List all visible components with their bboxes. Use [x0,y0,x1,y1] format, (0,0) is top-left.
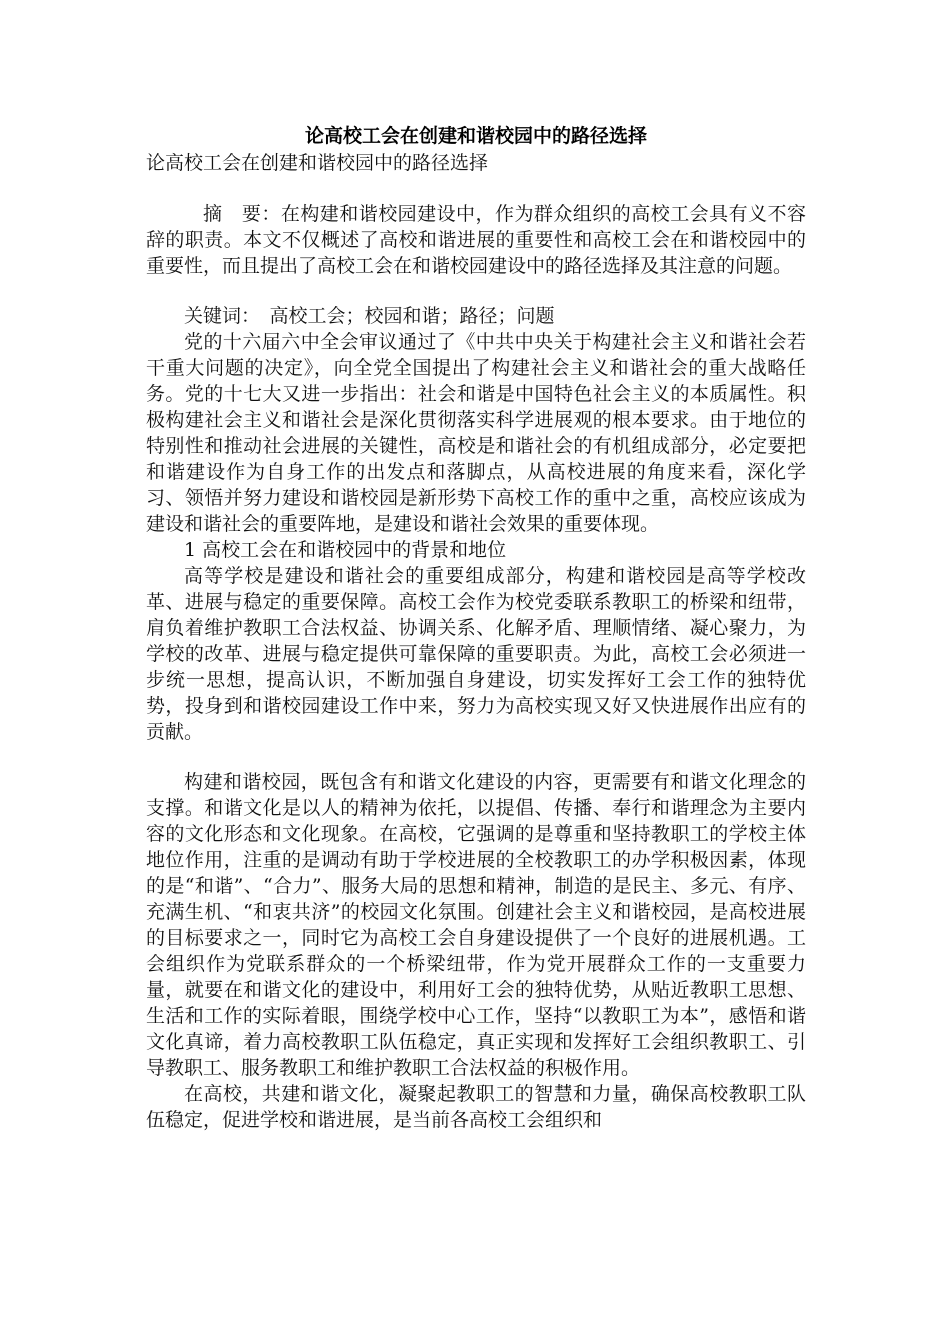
abstract-paragraph: 摘 要：在构建和谐校园建设中，作为群众组织的高校工会具有义不容辞的职责。本文不仅概述了高校和谐进展的重要性和高校工会在和谐校园中的重要性，而且提出了高校工会在和谐校园建设中的路径选择及其注意的问题。 [146,203,806,277]
section-1-paragraph-3: 在高校，共建和谐文化，凝聚起教职工的智慧和力量，确保高校教职工队伍稳定，促进学校和谐进展，是当前各高校工会组织和 [146,1083,806,1131]
document-subtitle: 论高校工会在创建和谐校园中的路径选择 [146,152,489,174]
document-body [146,122,806,1133]
section-1-paragraph-1: 高等学校是建设和谐社会的重要组成部分，构建和谐校园是高等学校改革、进展与稳定的重要保障。高校工会作为校党委联系教职工的桥梁和纽带，肩负着维护教职工合法权益、协调关系、化解矛盾、理顺情绪、凝心聚力，为学校的改革、进展与稳定提供可靠保障的重要职责。为此，高校工会必须进一步统一思想，提高认识，不断加强自身建设，切实发挥好工会工作的独特优势，投身到和谐校园建设工作中来，努力为高校实现又好又快进展作出应有的贡献。 [146,565,806,743]
intro-paragraph: 党的十六届六中全会审议通过了《中共中央关于构建社会主义和谐社会若干重大问题的决定》，向全党全国提出了构建社会主义和谐社会的重大战略任务。党的十七大又进一步指出：社会和谐是中国特色社会主义的本质属性。积极构建社会主义和谐社会是深化贯彻落实科学进展观的根本要求。由于地位的特别性和推动社会进展的关键性，高校是和谐社会的有机组成部分，必定要把和谐建设作为自身工作的出发点和落脚点，从高校进展的角度来看，深化学习、领悟并努力建设和谐校园是新形势下高校工作的重中之重，高校应该成为建设和谐社会的重要阵地，是建设和谐社会效果的重要体现。 [146,331,806,535]
document-title: 论高校工会在创建和谐校园中的路径选择 [304,125,647,147]
keywords-line: 关键词： 高校工会；校园和谐；路径；问题 [184,305,555,327]
section-1-heading: 1 高校工会在和谐校园中的背景和地位 [184,539,507,561]
section-1-paragraph-2: 构建和谐校园，既包含有和谐文化建设的内容，更需要有和谐文化理念的支撑。和谐文化是以人的精神为依托，以提倡、传播、奉行和谐理念为主要内容的文化形态和文化现象。在高校，它强调的是尊重和坚持教职工的学校主体地位作用，注重的是调动有助于学校进展的全校教职工的办学积极因素，体现的是“和谐”、“合力”、服务大局的思想和精神，制造的是民主、多元、有序、充满生机、“和衷共济”的校园文化氛围。创建社会主义和谐校园，是高校进展的目标要求之一，同时它为高校工会自身建设提供了一个良好的进展机遇。工会组织作为党联系群众的一个桥梁纽带，作为党开展群众工作的一支重要力量，就要在和谐文化的建设中，利用好工会的独特优势，从贴近教职工思想、生活和工作的实际着眼，围绕学校中心工作，坚持“以教职工为本”，感悟和谐文化真谛，着力高校教职工队伍稳定，真正实现和发挥好工会组织教职工、引导教职工、服务教职工和维护教职工合法权益的积极作用。 [146,771,806,1079]
